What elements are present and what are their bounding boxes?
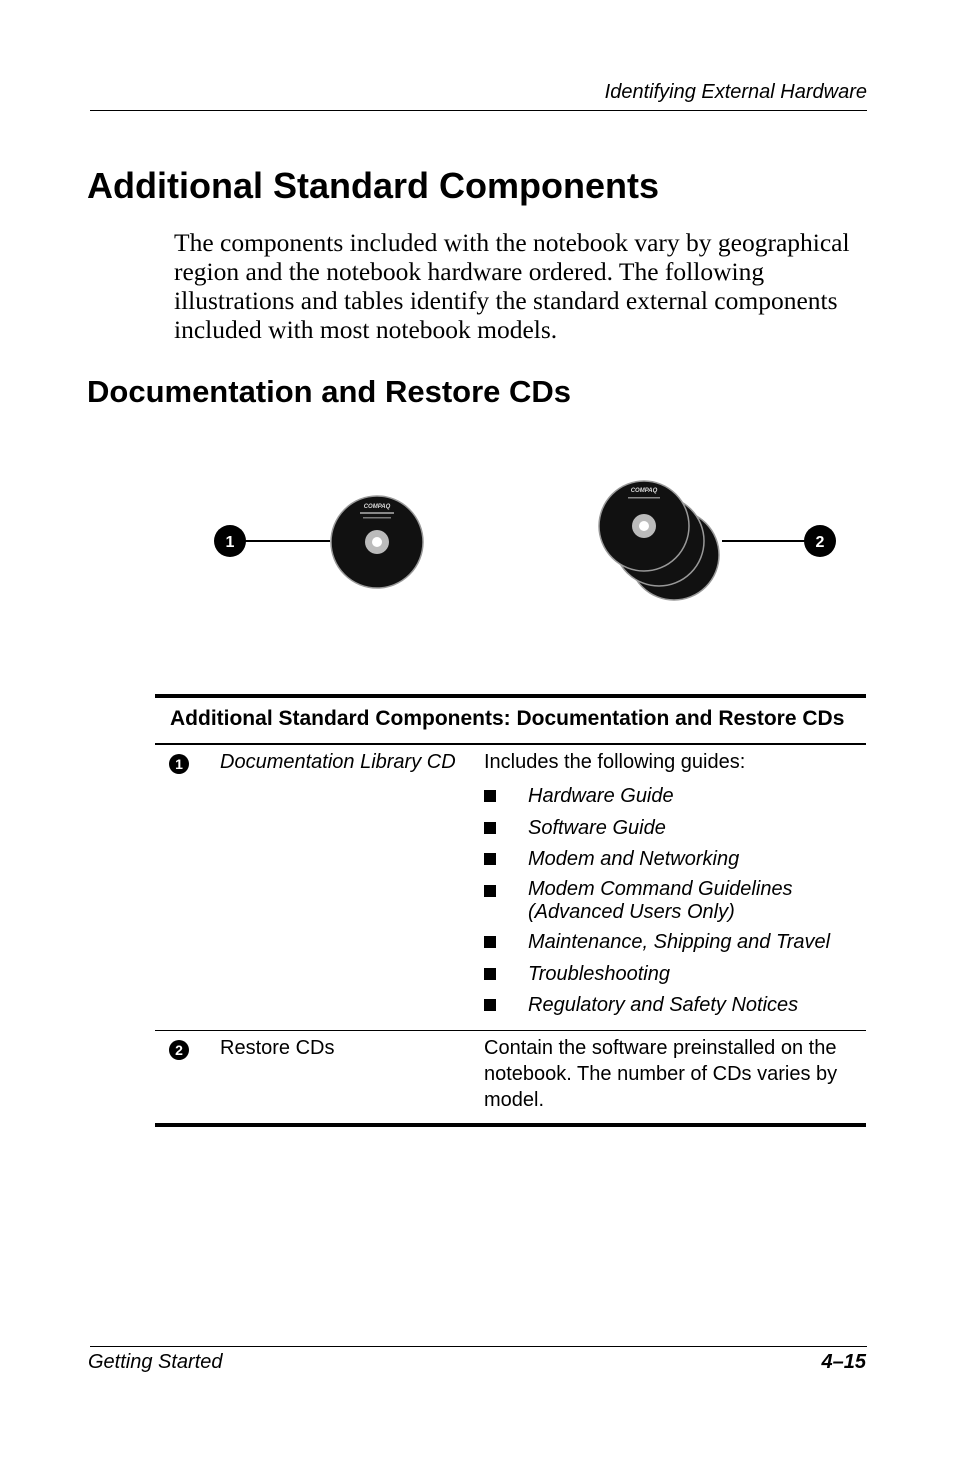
table-row (155, 1031, 866, 1123)
header-rule (90, 110, 867, 111)
list-item: Troubleshooting (484, 961, 864, 987)
disc-brand-label: COMPAQ (363, 504, 391, 510)
disc-brand-label-stack: COMPAQ (630, 488, 658, 494)
table-caption: Additional Standard Components: Documentation and Restore CDs (170, 707, 845, 730)
bullet-square-icon (484, 885, 496, 897)
component-name: Restore CDs (220, 1037, 335, 1059)
component-name: Documentation Library CD (220, 751, 456, 773)
component-description: Contain the software preinstalled on the notebook. The number of CDs varies by model. (484, 1037, 838, 1111)
callout-2-marker (722, 525, 836, 557)
bullet-square-icon (484, 853, 496, 865)
intro-paragraph: The components included with the notebook vary by geographical region and the notebook hardware ordered. The following illustrations and tables identify the standard external components included with most notebook models. (174, 228, 850, 344)
bullet-square-icon (484, 968, 496, 980)
callout-2-badge: 2 (169, 1040, 189, 1060)
bullet-square-icon (484, 822, 496, 834)
list-item: Modem and Networking (484, 846, 864, 872)
components-table (155, 694, 866, 1127)
guide-list (484, 783, 864, 1024)
list-item: Hardware Guide (484, 783, 864, 809)
cd-illustration (200, 470, 850, 620)
list-item: Modem Command Guidelines (Advanced Users Only) (484, 878, 864, 924)
callout-2-label: 2 (815, 534, 825, 551)
list-item: Regulatory and Safety Notices (484, 992, 864, 1018)
footer-book-title: Getting Started (88, 1351, 223, 1373)
list-item: Software Guide (484, 815, 864, 841)
restore-cds-icon (599, 481, 719, 600)
page-title: Additional Standard Components (87, 165, 659, 206)
table-row (155, 745, 866, 1030)
callout-1-label: 1 (225, 534, 235, 551)
table-bottom-rule (155, 1123, 866, 1127)
section-subtitle: Documentation and Restore CDs (87, 374, 572, 409)
documentation-cd-icon (331, 496, 423, 588)
list-item: Maintenance, Shipping and Travel (484, 929, 864, 955)
bullet-square-icon (484, 936, 496, 948)
page-number: 4–15 (821, 1351, 866, 1373)
callout-1-marker (214, 525, 330, 557)
running-header: Identifying External Hardware (604, 81, 867, 103)
bullet-square-icon (484, 999, 496, 1011)
footer-rule (90, 1346, 867, 1347)
bullet-square-icon (484, 790, 496, 802)
callout-1-badge: 1 (169, 754, 189, 774)
component-description: Includes the following guides: (484, 751, 746, 773)
